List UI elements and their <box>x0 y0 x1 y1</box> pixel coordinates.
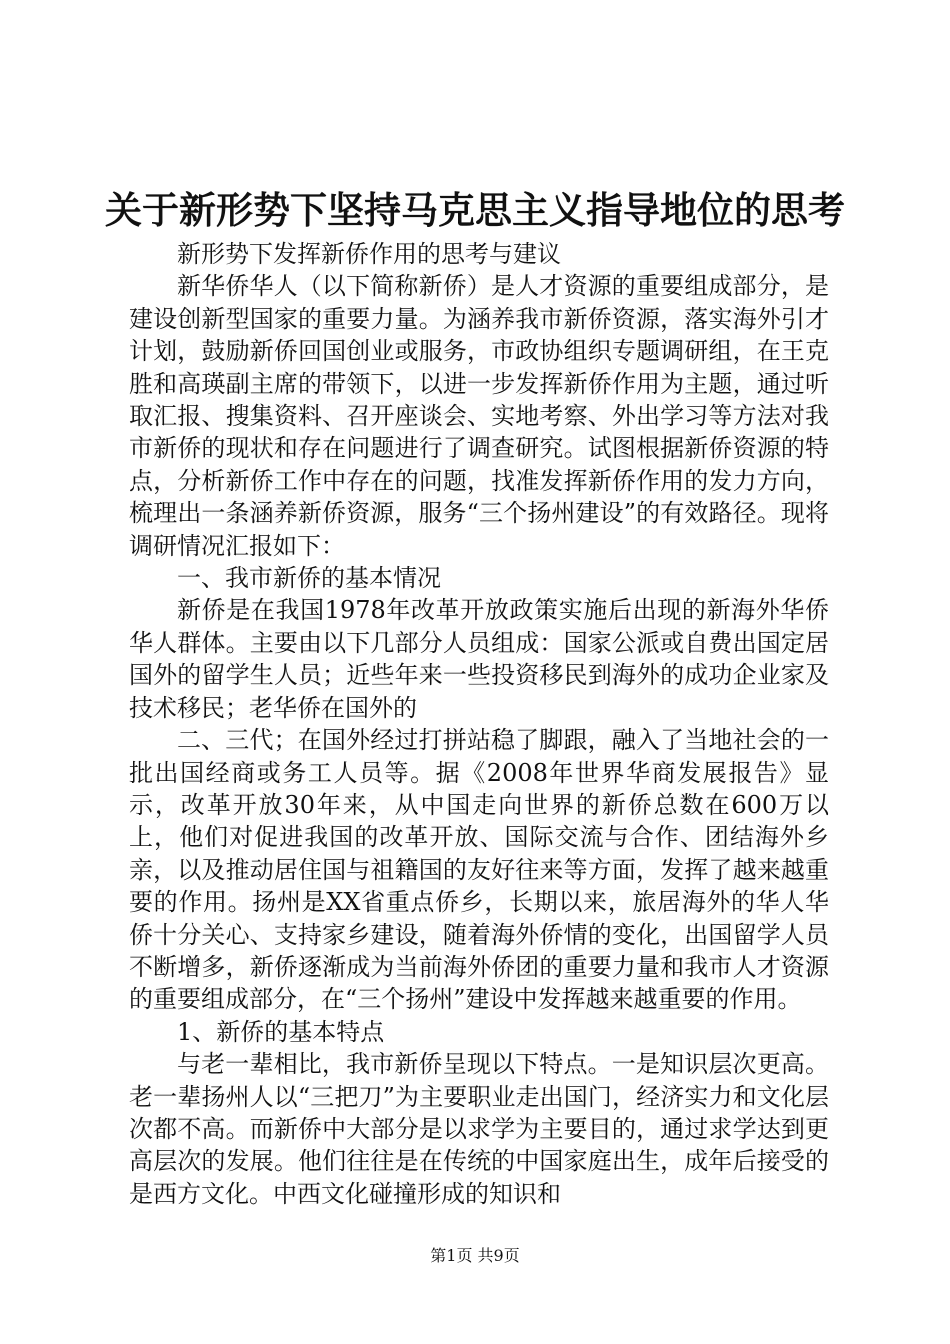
body-paragraph: 新侨是在我国1978年改革开放政策实施后出现的新海外华侨华人群体。主要由以下几部分人员组成：国家公派或自费出国定居国外的留学生人员；近些年来一些投资移民到海外的成功企业家及技术移民；老华侨在国外的 <box>129 596 829 722</box>
subtitle-paragraph: 新形势下发挥新侨作用的思考与建议 <box>177 240 561 268</box>
page-number-footer: 第1页 共9页 <box>430 1246 520 1265</box>
document-title: 关于新形势下坚持马克思主义指导地位的思考 <box>105 188 845 232</box>
subsection-heading-1: 1、新侨的基本特点 <box>177 1017 385 1046</box>
document-body <box>129 238 829 1210</box>
intro-paragraph: 新华侨华人（以下简称新侨）是人才资源的重要组成部分，是建设创新型国家的重要力量。为涵养我市新侨资源，落实海外引才计划，鼓励新侨回国创业或服务，市政协组织专题调研组，在王克胜和高瑛副主席的带领下，以进一步发挥新侨作用为主题，通过听取汇报、搜集资料、召开座谈会、实地考察、外出学习等方法对我市新侨的现状和存在问题进行了调查研究。试图根据新侨资源的特点，分析新侨工作中存在的问题，找准发挥新侨作用的发力方向，梳理出一条涵养新侨资源，服务“三个扬州建设”的有效路径。现将调研情况汇报如下： <box>129 272 829 560</box>
body-paragraph: 二、三代；在国外经过打拼站稳了脚跟，融入了当地社会的一批出国经商或务工人员等。据《2008年世界华商发展报告》显示，改革开放30年来，从中国走向世界的新侨总数在600万以上，他们对促进我国的改革开放、国际交流与合作、团结海外乡亲，以及推动居住国与祖籍国的友好往来等方面，发挥了越来越重要的作用。扬州是XX省重点侨乡，长期以来，旅居海外的华人华侨十分关心、支持家乡建设，随着海外侨情的变化，出国留学人员不断增多，新侨逐渐成为当前海外侨团的重要力量和我市人才资源的重要组成部分，在“三个扬州”建设中发挥越来越重要的作用。 <box>129 726 829 1014</box>
section-heading-1: 一、我市新侨的基本情况 <box>177 564 441 593</box>
body-paragraph: 与老一辈相比，我市新侨呈现以下特点。一是知识层次更高。老一辈扬州人以“三把刀”为主要职业走出国门，经济实力和文化层次都不高。而新侨中大部分是以求学为主要目的，通过求学达到更高层次的发展。他们往往是在传统的中国家庭出生，成年后接受的是西方文化。中西文化碰撞形成的知识和 <box>129 1050 829 1208</box>
